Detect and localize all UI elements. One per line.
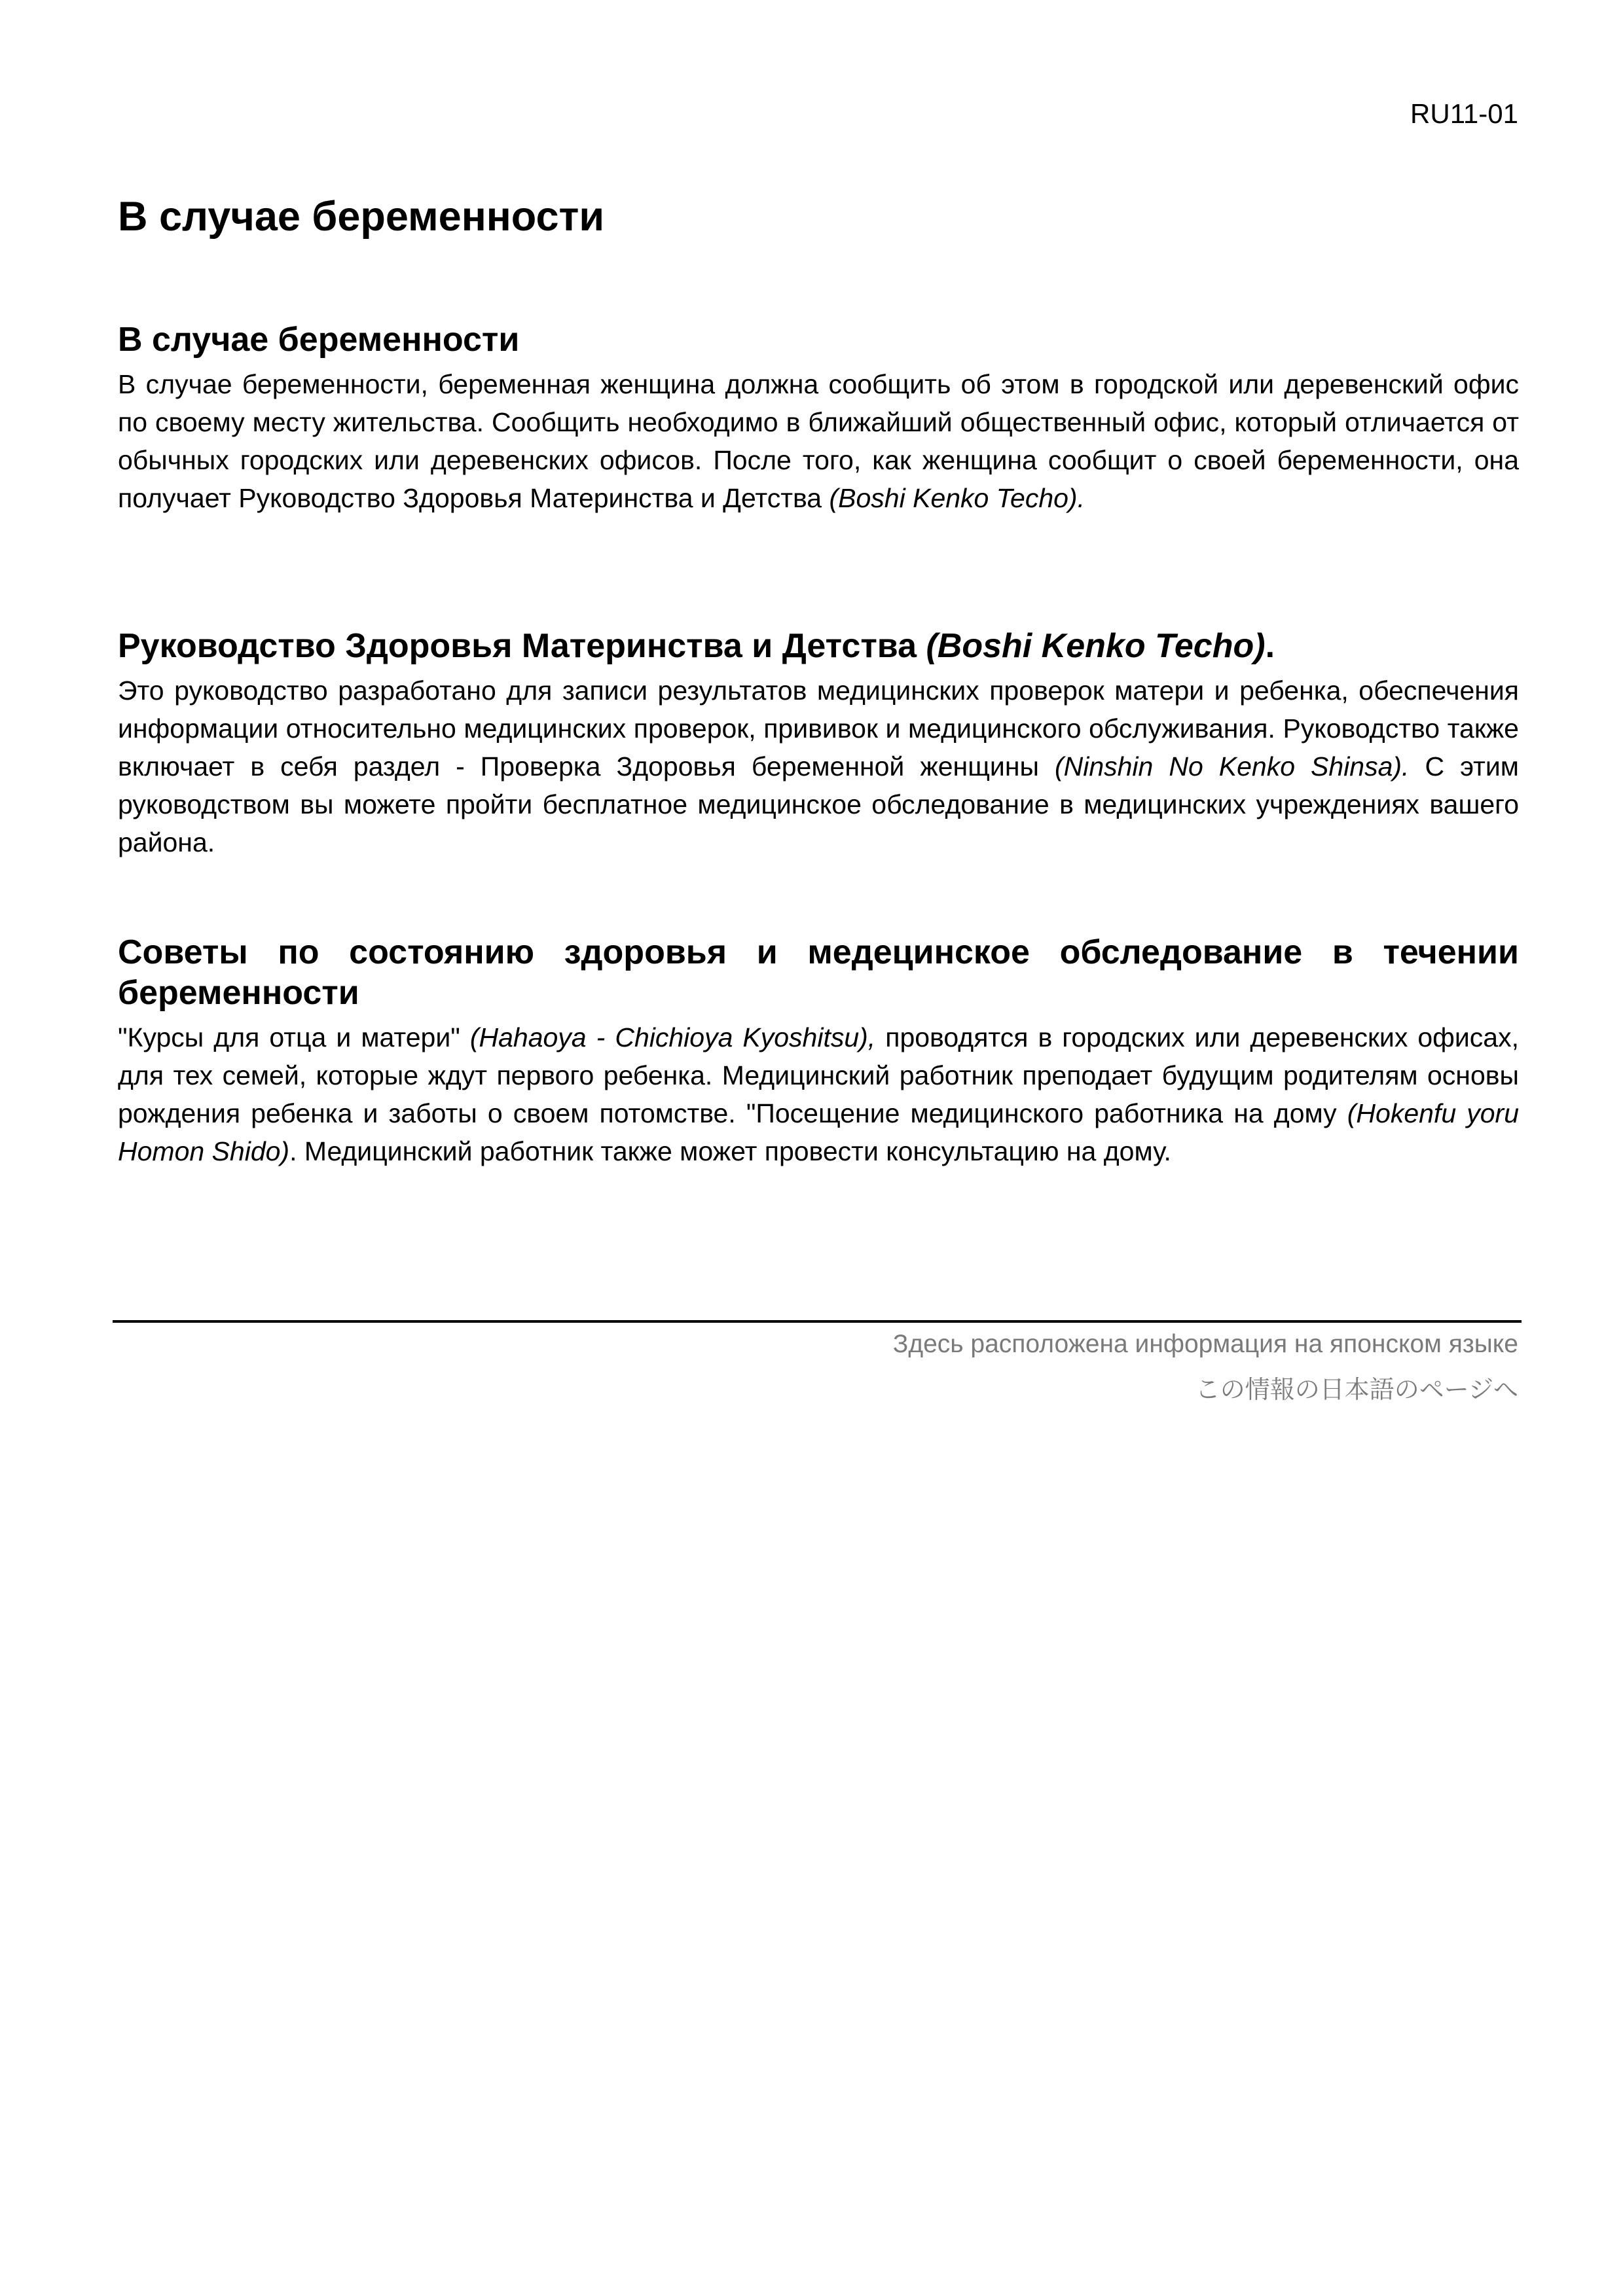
text-run: Это руководство разработано для записи результатов медицинских проверок матери и ребенка, обеспечения информации относительно медицинских проверок, прививок и медицинского обслуживания. Руководство также включает в себя раздел - Проверка Здоровья беременной женщины [118, 675, 1519, 781]
section-health-advice [118, 932, 1519, 1170]
document-code: RU11-01 [1410, 98, 1518, 129]
section-pregnancy [118, 319, 1519, 517]
section-heading-text: Руководство Здоровья Материнства и Детства [118, 627, 926, 665]
section-heading-text: Советы по состоянию здоровья и медецинское обследование в течении беременности [118, 933, 1519, 1012]
divider [113, 1320, 1522, 1323]
section-heading [118, 932, 1519, 1013]
text-run: "Курсы для отца и матери" [118, 1022, 470, 1052]
section-paragraph [118, 365, 1519, 517]
section-handbook [118, 626, 1519, 861]
japanese-info-link-jp[interactable]: この情報の日本語のページへ [1195, 1375, 1518, 1404]
section-heading-text: В случае беременности [118, 321, 520, 359]
section-paragraph [118, 1018, 1519, 1170]
page-title: В случае беременности [118, 194, 605, 240]
text-run: В случае беременности, беременная женщина должна сообщить об этом в городской или деревенский офис по своему месту жительства. Сообщить необходимо в ближайший общественный офис, который отличается от обычных городских или деревенских офисов. После того, как женщина сообщит о своей беременности, она получает Руководство Здоровья Материнства и Детства [118, 369, 1519, 513]
section-heading-italic: (Boshi Kenko Techo) [926, 627, 1266, 665]
section-heading [118, 626, 1519, 666]
text-run-italic: (Hahaoya - Chichioya Kyoshitsu), [469, 1022, 876, 1052]
section-heading-tail: . [1265, 627, 1275, 665]
text-run-italic: (Boshi Kenko Techo). [829, 483, 1085, 513]
japanese-info-link-ru[interactable]: Здесь расположена информация на японском языке [892, 1330, 1518, 1358]
section-paragraph [118, 672, 1519, 861]
text-run: С этим руководством вы можете пройти бесплатное медицинское обследование в медицинских учреждениях вашего района. [118, 751, 1519, 857]
text-run: . Медицинский работник также может провести консультацию на дому. [289, 1136, 1171, 1166]
text-run: проводятся в городских или деревенских офисах, для тех семей, которые ждут первого ребенка. Медицинский работник преподает будущим родителям основы рождения ребенка и заботы о своем потомстве. "Посещение медицинского работника на дому [118, 1022, 1519, 1128]
text-run-italic: (Hokenfu yoru Homon Shido) [118, 1098, 1520, 1166]
text-run-italic: (Ninshin No Kenko Shinsa). [1054, 751, 1410, 781]
section-heading [118, 319, 1519, 360]
